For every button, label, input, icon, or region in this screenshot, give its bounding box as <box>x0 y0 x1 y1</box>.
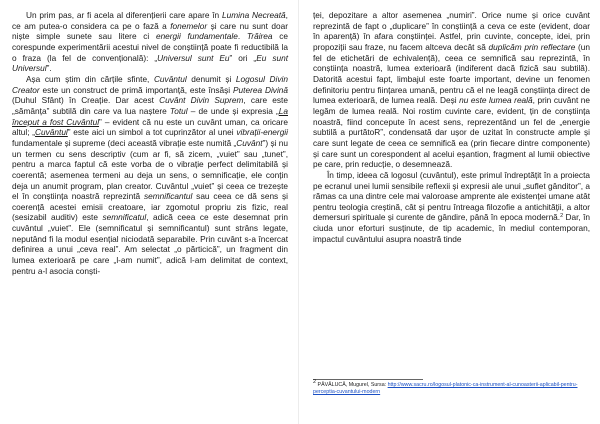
text-run: – de unde și expresia „ <box>187 105 279 116</box>
text-run: , care este „sămânța” subtilă din care va lua naștere <box>12 95 288 116</box>
text-run: și care nu sunt doar niște simple sunete sau litere ci <box>12 20 288 42</box>
footnote-divider <box>313 379 423 380</box>
emphasis-run: vibrații-energii <box>236 127 288 138</box>
text-run: ce corespunde experimentării acestui nivel de conștiință poate fi reductibilă la o fraza (la fel de convențională): „ <box>12 31 288 63</box>
text-run: , prin cuvânt ne legăm de lumea reală. Noi rostim cuvinte care, evident, țin de conștiința noastră, fiind concepute în acest sens, reprezentând un fel de „energie subtilă a purtătoR”, condensată dar ușor de uzitat în constructe ample și care sunt legate de ceea ce semnifică ea (prin fiecare dintre componente) și care sunt un corespondent al acelui eșantion, fragment al lumii obiective pe care, prin reducție, o desemnează. <box>313 95 591 170</box>
footnote-number: 2 <box>313 379 317 385</box>
emphasis-run: fonemelor <box>170 20 208 31</box>
emphasis-run: Lumina Necreată <box>221 10 286 20</box>
emphasis-run: energii fundamentale <box>155 31 238 42</box>
text-run: ”. <box>46 63 52 74</box>
text-run: ței, depozitare a altor asemenea „numiri”. Orice nume și orice cuvânt reprezintă de fapt o „duplicare” în conștiință a ceva ce este (evident, doar în aparență) în afara conștiinței. Astfel, prin cuvinte, concepte, idei, prin propoziții sau fraze, nu facem altceva decât să <box>313 10 590 52</box>
emphasis-run: Eu sunt Universul <box>12 52 289 74</box>
text-run: fundamentale și supreme (deci această vibrație este numită „ <box>12 137 237 148</box>
text-run: ” este aici un simbol a tot cuprinzător al unei <box>67 127 237 138</box>
emphasis-run: Cuvântul <box>153 73 187 84</box>
emphasis-run: La început a fost Cuvântul <box>12 105 288 127</box>
emphasis-run: Cuvânt Divin Suprem <box>159 95 244 106</box>
emphasis-run: duplicăm prin reflectare <box>488 41 576 52</box>
footnote <box>313 379 590 396</box>
text-run: (Duhul Sfânt) în Creație. Dar acest <box>12 95 160 106</box>
text-run: În timp, ideea că logosul (cuvântul), este primul îndreptățit în a proiecta pe ecranul unei lumii sensibile reflexii și expresii ale unui „suflet gânditor”, a rămas ca una dintre cele mai valoroase amprente ale existenței umane atât pentru teologia creștină, cât și pentru întreaga filozofie a antichității, a altor demersuri spirituale și curente de gândire, până în epoca modernă. <box>313 169 590 223</box>
emphasis-run: semnificantul <box>143 191 193 202</box>
text-run: sau ceea ce dă sens și coerență acestei emisii creatoare, iar zgomotul propriu zis fizic, real (sesizabil auditiv) este <box>12 191 288 223</box>
paragraph-continued <box>313 10 590 170</box>
text-run: Dar, în ciuda unor eforturi susținute, de tip academic, în mediul contemporan, impactul cuvântului asupra noastră tinde <box>313 212 590 244</box>
text-run: este un construct de primă importanță, este însăși <box>39 84 234 95</box>
text-run: . <box>237 31 247 42</box>
paragraph <box>12 10 288 74</box>
right-page <box>313 10 590 244</box>
text-run: Așa cum știm din cărțile sfinte, <box>26 73 154 84</box>
text-run: denumit și <box>186 73 236 84</box>
text-run: , ce am putea-o considera ca pe o fază a <box>12 10 288 31</box>
text-run: ”) și nu un termen cu sens descriptiv (cum ar fi, să zicem, „vuiet” sau „tunet”, pentru a marca faptul că este vorba de o vibrație perfect delimitabilă și coerentă; asemenea termeni au deja un sens, o semnificație, ele conțin deja un anumit program, plan creator. Cuvântul „vuiet” și ceea ce trezește el în conștiința noastră reprezintă <box>12 137 288 202</box>
emphasis-run: Cuvânt <box>236 137 263 148</box>
text-run: , adică ceea ce este desemnat prin cuvântul „vuiet”. Ele (semnificatul și semnificantul) sunt strâns legate, neputând fi la modul esențial niciodată separabile. Prin cuvânt s-a încercat definirea a unui „ceva real”. Am selectat „o părticică”, un fragment din lumea exterioară pe care „l-am numit”, adică l-am delimitat de context, pentru a-l asocia conști- <box>12 212 288 276</box>
paragraph <box>12 74 288 276</box>
footnote-link[interactable]: http://www.sacru.ro/logosul-platonic-ca-instrument-al-cunoasterii-aplicabil-pentru-perceptia-cuvantului-modern <box>313 382 578 395</box>
emphasis-run: Trăirea <box>246 31 273 42</box>
text-run: Un prim pas, ar fi acela al diferențierii care apare în <box>26 10 222 20</box>
emphasis-run: Totul <box>169 105 188 116</box>
text-run: (un fel de etichetări de echivalență), ceea ce semnifică sau reprezintă, în conștiința noastră, lumea exterioară (indiferent dacă fizică sau subtilă). Datorită acestui fapt, limbajul este foarte important, devine un fenomen definitoriu pentru ființarea umană, pentru că el ne leagă conștiința direct de lumea exterioară, de lumea reală. Deși <box>313 41 590 106</box>
emphasis-run: semnificatul <box>102 212 147 223</box>
paragraph <box>313 170 590 245</box>
emphasis-run: Cuvântul <box>35 127 68 138</box>
page-gutter <box>298 0 299 424</box>
emphasis-run: Logosul Divin Creator <box>12 73 288 95</box>
emphasis-run: Universul sunt Eu <box>157 52 230 63</box>
footnote-text: PĂVĂLUCĂ, Mugurel, Sursa: <box>316 382 388 388</box>
footnote-reference[interactable]: 2 <box>560 213 564 220</box>
text-run: ” – evident că nu este un cuvânt uman, ca oricare altul; „ <box>12 116 288 138</box>
emphasis-run: nu este lumea reală <box>459 95 533 106</box>
emphasis-run: Puterea Divină <box>233 84 289 95</box>
text-run: ” ori „ <box>229 52 257 63</box>
left-page <box>12 10 288 276</box>
